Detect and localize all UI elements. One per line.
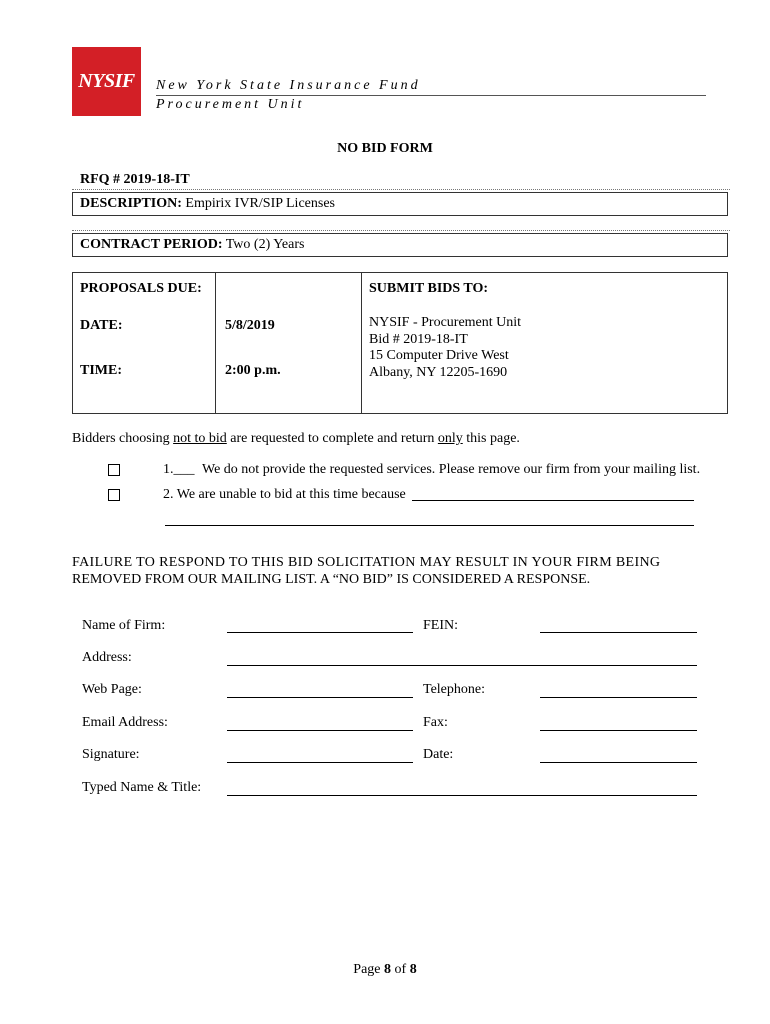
underlined-text: only <box>437 431 463 446</box>
table-divider <box>215 273 216 413</box>
logo-text: NYSIF <box>78 70 135 92</box>
contract-period-box <box>72 233 728 257</box>
total-pages: 8 <box>409 962 417 977</box>
description-value: Empirix IVR/SIP Licenses <box>185 196 335 211</box>
warning-line-1: FAILURE TO RESPOND TO THIS BID SOLICITATION MAY RESULT IN YOUR FIRM BEING <box>72 555 661 570</box>
email-label: Email Address: <box>82 715 168 730</box>
address-line: 15 Computer Drive West <box>369 348 509 363</box>
date-field-label: Date: <box>423 747 454 762</box>
reason-line-2[interactable] <box>165 525 694 526</box>
option-1 <box>163 462 700 478</box>
instructions-text: are requested to complete and return <box>226 431 438 446</box>
page-number <box>0 962 770 978</box>
time-value: 2:00 p.m. <box>225 363 281 378</box>
email-field[interactable] <box>227 730 413 731</box>
address-field[interactable] <box>227 665 697 666</box>
time-label: TIME: <box>80 363 122 378</box>
option-2-checkbox[interactable] <box>108 489 120 501</box>
proposals-due-label: PROPOSALS DUE: <box>80 281 202 296</box>
page-prefix: Page <box>353 962 385 977</box>
dotted-rule <box>72 189 730 190</box>
submit-address <box>369 315 521 381</box>
org-name: New York State Insurance Fund <box>156 78 421 93</box>
option-number: 1.___ <box>163 462 195 477</box>
description-label: DESCRIPTION: <box>80 196 182 211</box>
current-page: 8 <box>384 962 392 977</box>
submit-bids-label: SUBMIT BIDS TO: <box>369 281 489 296</box>
contract-period-label: CONTRACT PERIOD: <box>80 237 223 252</box>
warning-line-2: REMOVED FROM OUR MAILING LIST. A “NO BID” IS CONSIDERED A RESPONSE. <box>72 572 591 587</box>
address-label: Address: <box>82 650 132 665</box>
address-line: Bid # 2019-18-IT <box>369 331 468 347</box>
address-line: NYSIF - Procurement Unit <box>369 315 522 330</box>
option-1-checkbox[interactable] <box>108 464 120 476</box>
nysif-logo <box>72 47 141 116</box>
instructions-text: Bidders choosing <box>72 431 174 446</box>
instructions <box>72 431 520 447</box>
unit-name: Procurement Unit <box>156 97 305 112</box>
table-divider <box>361 273 362 413</box>
option-text: We are unable to bid at this time because <box>176 487 406 502</box>
page-of: of <box>391 962 410 977</box>
telephone-field[interactable] <box>540 697 697 698</box>
form-title: NO BID FORM <box>337 141 433 156</box>
rfq-number: RFQ # 2019-18-IT <box>80 172 190 187</box>
telephone-label: Telephone: <box>423 682 485 697</box>
instructions-text: this page. <box>462 431 520 446</box>
address-line: Albany, NY 12205-1690 <box>369 364 508 380</box>
fein-field[interactable] <box>540 632 697 633</box>
signature-field[interactable] <box>227 762 413 763</box>
web-page-label: Web Page: <box>82 682 142 697</box>
date-label: DATE: <box>80 318 123 333</box>
reason-line-1[interactable] <box>412 500 694 501</box>
header-rule <box>156 95 706 96</box>
fax-label: Fax: <box>423 715 448 730</box>
name-of-firm-label: Name of Firm: <box>82 618 166 633</box>
signature-label: Signature: <box>82 747 140 762</box>
name-of-firm-field[interactable] <box>227 632 413 633</box>
typed-name-field[interactable] <box>227 795 697 796</box>
web-page-field[interactable] <box>227 697 413 698</box>
proposal-table <box>72 272 728 414</box>
option-number: 2. <box>163 487 174 502</box>
contract-period-value: Two (2) Years <box>225 237 305 252</box>
date-value: 5/8/2019 <box>225 318 275 333</box>
option-2 <box>163 487 406 503</box>
dotted-rule <box>72 230 730 231</box>
fein-label: FEIN: <box>423 618 458 633</box>
typed-name-label: Typed Name & Title: <box>82 780 202 795</box>
fax-field[interactable] <box>540 730 697 731</box>
underlined-text: not to bid <box>173 431 227 446</box>
option-text: We do not provide the requested services. Please remove our firm from your mailing list. <box>202 462 701 477</box>
date-field[interactable] <box>540 762 697 763</box>
description-box <box>72 192 728 216</box>
